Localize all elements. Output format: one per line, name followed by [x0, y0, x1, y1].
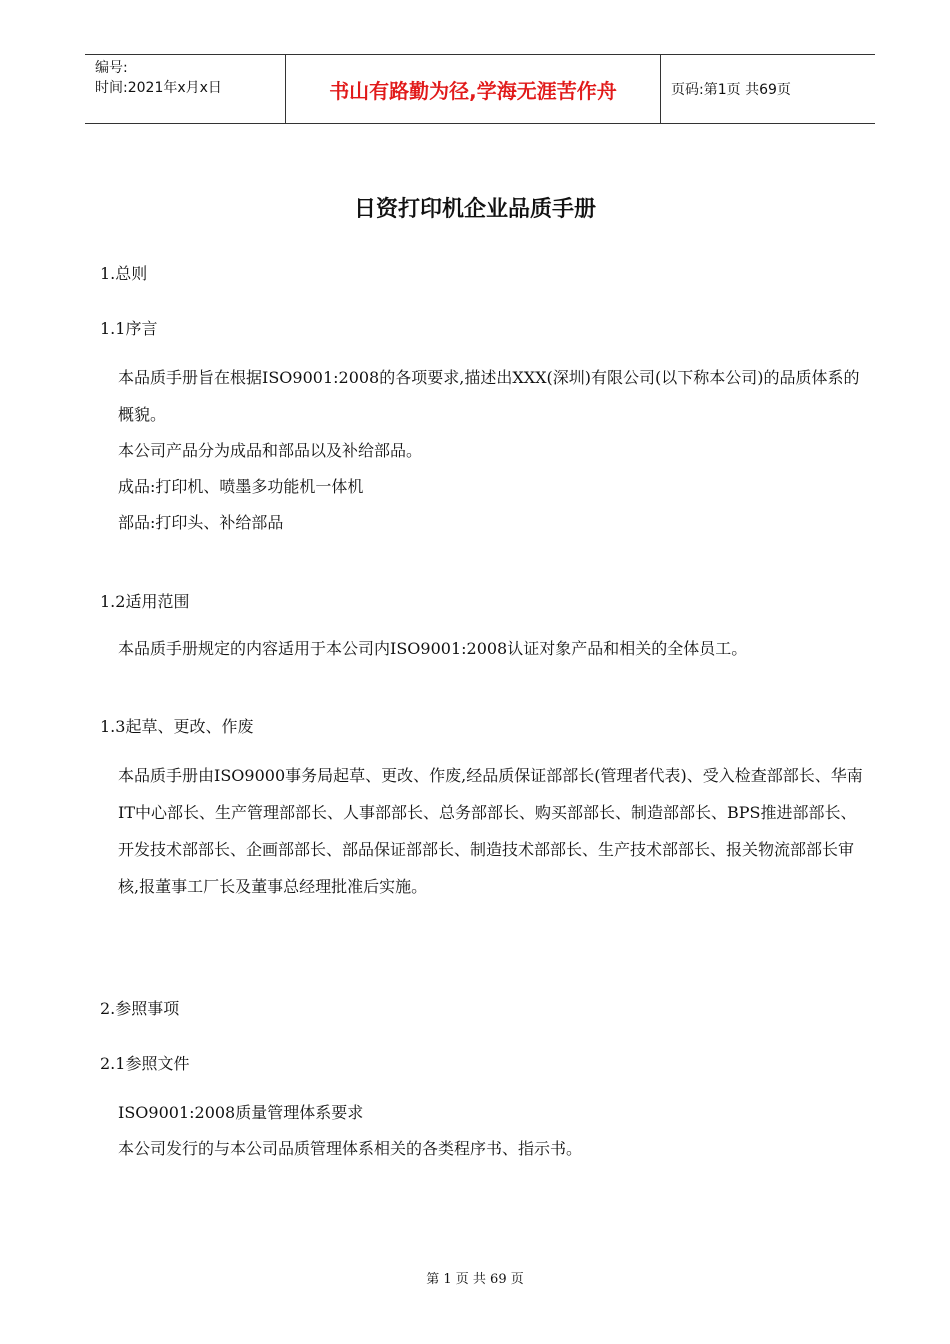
paragraph: 成品:打印机、喷墨多功能机一体机 [118, 477, 364, 496]
paragraph: 本公司产品分为成品和部品以及补给部品。 [118, 441, 423, 460]
section-heading: 2.参照事项 [100, 999, 180, 1018]
paragraph: 本品质手册由ISO9000事务局起草、更改、作废,经品质保证部部长(管理者代表)、受入检查部部长、华南IT中心部长、生产管理部部长、人事部部长、总务部部长、购买部部长、制造部部长、BPS推进部部长、开发技术部部长、企画部部长、部品保证部部长、制造技术部部长、生产技术部部长、报关物流部部长审核,报董事工厂长及董事总经理批准后实施。 [118, 766, 863, 896]
section-heading: 1.总则 [100, 264, 148, 283]
subsection-heading: 1.2适用范围 [100, 592, 190, 611]
subsection-heading: 2.1参照文件 [100, 1054, 190, 1073]
page-footer: 第 1 页 共 69 页 [426, 1272, 524, 1287]
document-date: 时间:2021年x月x日 [95, 80, 222, 96]
paragraph: ISO9001:2008质量管理体系要求 [118, 1103, 364, 1122]
document-title: 日资打印机企业品质手册 [353, 197, 596, 222]
header-page-number: 页码:第1页 共69页 [671, 82, 791, 98]
subsection-heading: 1.1序言 [100, 319, 158, 338]
paragraph: 本品质手册旨在根据ISO9001:2008的各项要求,描述出XXX(深圳)有限公司(以下称本公司)的品质体系的概貌。 [118, 368, 860, 424]
subsection-heading: 1.3起草、更改、作废 [100, 717, 254, 736]
document-number: 编号: [95, 60, 128, 76]
header-meta [85, 55, 286, 123]
page-header [85, 54, 875, 124]
paragraph: 部品:打印头、补给部品 [118, 513, 284, 532]
header-motto: 书山有路勤为径,学海无涯苦作舟 [286, 55, 661, 123]
paragraph: 本品质手册规定的内容适用于本公司内ISO9001:2008认证对象产品和相关的全体员工。 [118, 639, 748, 658]
paragraph: 本公司发行的与本公司品质管理体系相关的各类程序书、指示书。 [118, 1139, 583, 1158]
